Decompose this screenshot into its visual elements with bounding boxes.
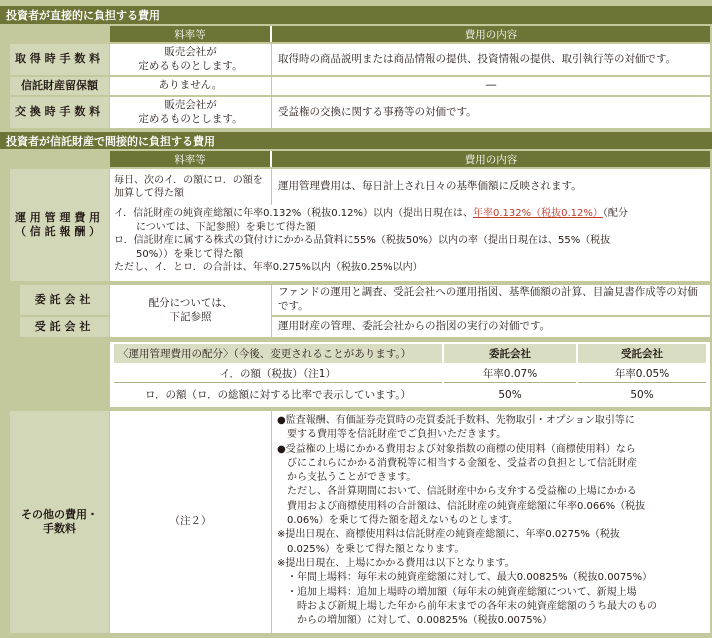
- row-acquisition-label: 取得時手数料: [10, 44, 109, 75]
- direct-header-rate: 料率等: [110, 26, 272, 42]
- row-exchange-content: 受益権の交換に関する事務等の対価です。: [272, 97, 710, 128]
- direct-header-content: 費用の内容: [272, 26, 710, 42]
- other-line: ※提出日現在、上場にかかる費用は以下となります。: [277, 557, 515, 569]
- other-line: ・追加上場料：追加上場時の増加額（毎年末の純資産総額について、新規上場: [277, 586, 637, 598]
- row-acquisition-content: 取得時の商品説明または商品情報の提供、投資情報の提供、取引執行等の対価です。: [272, 44, 710, 75]
- mgmt-fee-details: [110, 205, 710, 281]
- allocation-row-i-custodian: 年率0.05%: [578, 364, 706, 383]
- allocation-row-ro-label: ロ．の額（ロ．の総額に対する比率で表示しています。）: [114, 385, 442, 404]
- allocation-row-i-trustee: 年率0.07%: [444, 364, 576, 383]
- mgmt-line-i: イ．信託財産の純資産総額に年率0.132%（税抜0.12%）以内（提出日現在は、年率0.132%（税抜0.12%）（配分: [114, 208, 628, 219]
- other-line: 時および新規上場した年から前年末までの各年末の純資産総額のうち最大のもの: [277, 600, 657, 612]
- mgmt-line-ro: ロ．信託財産に属する株式の貸付けにかかる品貸料に55%（税抜50%）以内の率（提出日現在は、55%（税抜: [114, 235, 611, 247]
- direct-cost-title: 投資者が直接的に負担する費用: [0, 6, 712, 24]
- other-costs-rate: （注２）: [110, 411, 271, 633]
- other-line: からの増加額）に対して、0.00825%（税抜0.0075%）: [277, 615, 553, 627]
- custodian-content: 運用財産の管理、委託会社からの指図の実行の対価です。: [272, 317, 710, 337]
- other-line: 要する費用等を信託財産でご負担いただきます。: [277, 429, 507, 441]
- other-line: 0.06%）を乗じて得た額を超えないものとします。: [277, 515, 518, 527]
- allocation-table-title: 〈運用管理費用の配分〉（今後、変更されることがあります。）: [114, 344, 442, 363]
- allocation-rate: 配分については、 下記参照: [110, 285, 271, 337]
- other-line: 0.025%）を乗じて得た額となります。: [277, 543, 465, 555]
- mgmt-fee-label: 運用管理費用 （信託報酬）: [10, 169, 109, 281]
- other-line: ●受益権の上場にかかる費用および対象指数の商標の使用料（商標使用料）なら: [277, 443, 636, 455]
- trustee-content: ファンドの運用と調査、受託会社への運用指図、基準価額の計算、目論見書作成等の対価です。: [272, 285, 710, 315]
- current-rate-highlight: 年率0.132%（税抜0.12%）: [473, 208, 603, 219]
- row-exchange-rate: 販売会社が 定めるものとします。: [110, 97, 271, 128]
- allocation-row-ro-trustee: 50%: [444, 385, 576, 404]
- other-line: から支払うことができます。: [277, 472, 417, 484]
- other-line: 費用および商標使用料の合計額は、信託財産の純資産総額に年率0.066%（税抜: [277, 500, 646, 512]
- mgmt-rate-top: 毎日、次のイ．の額にロ．の額を加算して得た額: [110, 169, 271, 205]
- row-reserve-rate: ありません。: [110, 77, 271, 95]
- custodian-label: 受託会社: [20, 317, 109, 337]
- row-acquisition-rate: 販売会社が 定めるものとします。: [110, 44, 271, 75]
- other-costs-content: [272, 411, 710, 633]
- allocation-row-i-label: イ．の額（税抜）（注1）: [114, 364, 442, 383]
- other-line: びにこれらにかかる消費税等に相当する金額を、受益者の負担として信託財産: [277, 457, 637, 469]
- other-costs-label: その他の費用・ 手数料: [10, 411, 109, 633]
- row-reserve-content: ―: [272, 77, 710, 95]
- row-exchange-label: 交換時手数料: [10, 97, 109, 128]
- indirect-cost-title: 投資者が信託財産で間接的に負担する費用: [0, 132, 712, 149]
- allocation-col-trustee: 委託会社: [444, 344, 576, 363]
- other-line: ・年間上場料：毎年末の純資産総額に対して、最大0.00825%（税抜0.0075%）: [277, 572, 653, 584]
- indirect-header-rate: 料率等: [110, 151, 272, 167]
- other-line: ●監査報酬、有価証券売買時の売買委託手数料、先物取引・オプション取引等に: [277, 415, 635, 426]
- mgmt-content-top: 運用管理費用は、毎日計上され日々の基準価額に反映されます。: [272, 169, 710, 205]
- mgmt-line-ro-cont: 50%））を乗じて得た額: [136, 248, 244, 260]
- row-reserve-label: 信託財産留保額: [10, 77, 109, 95]
- allocation-col-custodian: 受託会社: [578, 344, 706, 363]
- trustee-label: 委託会社: [20, 285, 109, 315]
- other-line: ※提出日現在、商標使用料は信託財産の純資産総額に、年率0.0275%（税抜: [277, 529, 620, 541]
- mgmt-line-total: ただし、イ．とロ．の合計は、年率0.275%以内（税抜0.25%以内）: [114, 262, 423, 274]
- other-line: ただし、各計算期間において、信託財産中から支弁する受益権の上場にかかる: [277, 486, 637, 498]
- allocation-row-ro-custodian: 50%: [578, 385, 706, 404]
- indirect-header-content: 費用の内容: [272, 151, 710, 167]
- mgmt-line-i-cont: については、下記参照）を乗じて得た額: [136, 221, 316, 233]
